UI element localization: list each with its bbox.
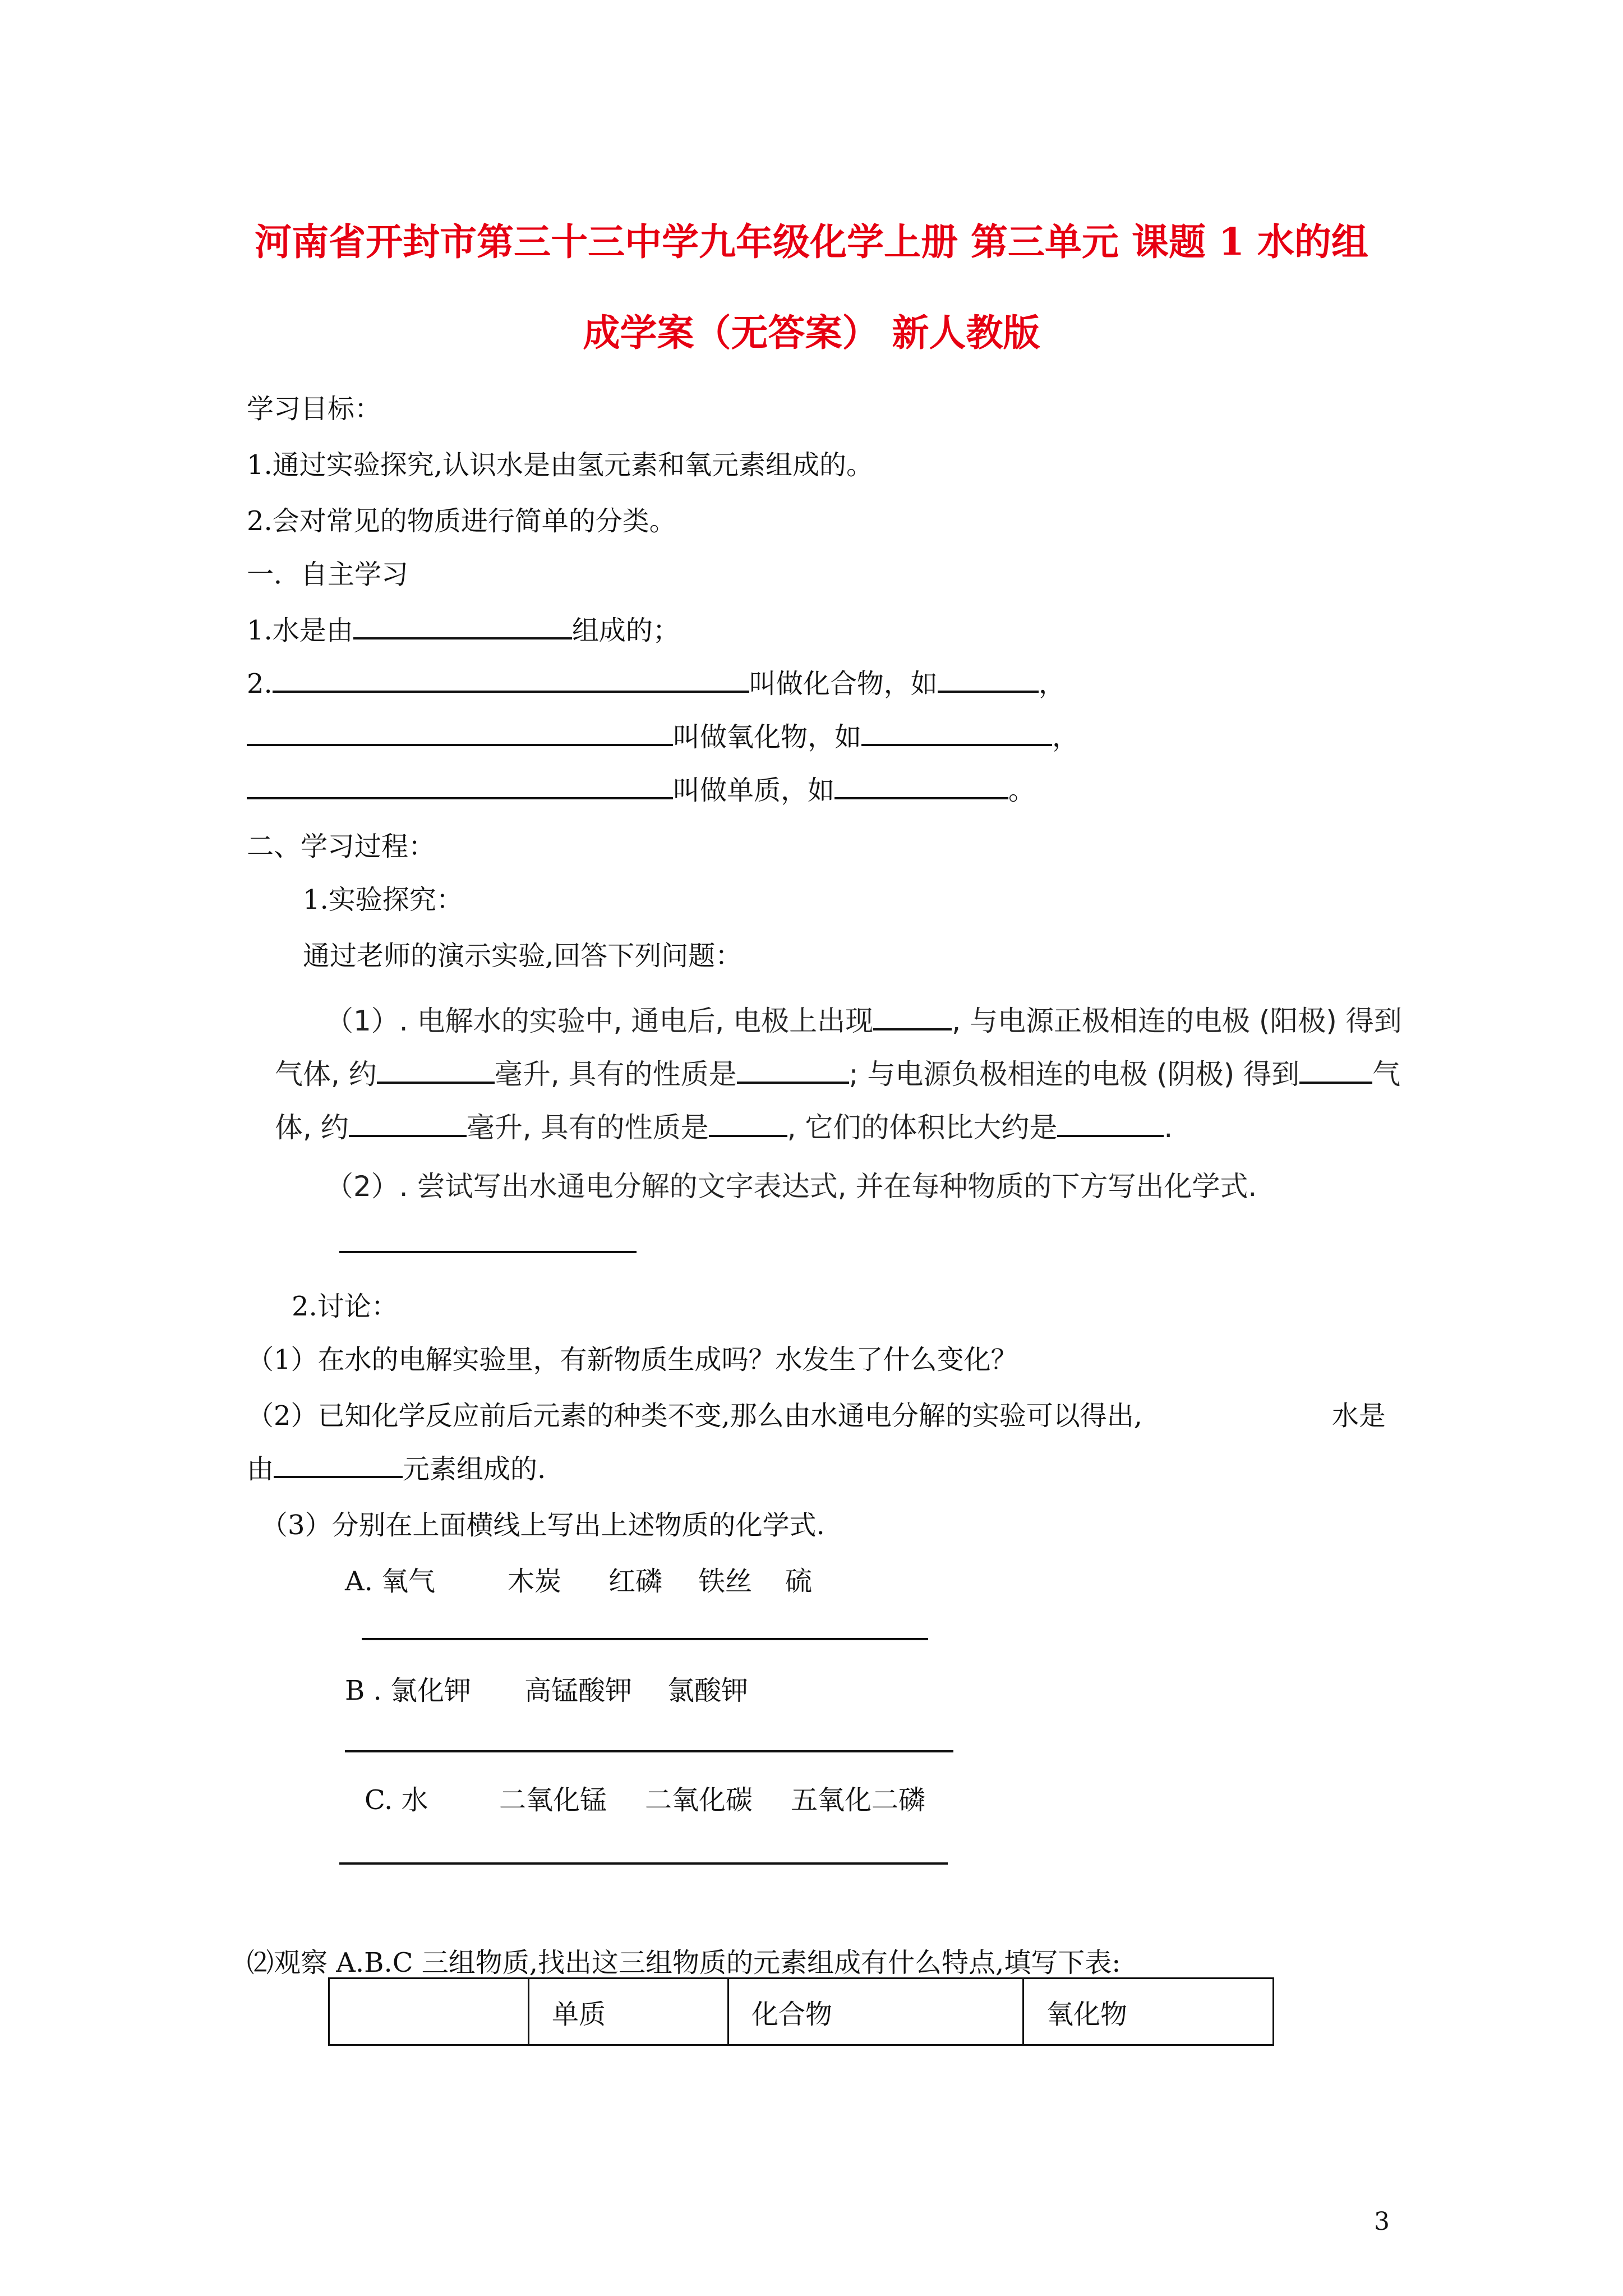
- experiment-q1-line-1: [325, 999, 1402, 1039]
- exp-cathode-volume-blank[interactable]: [349, 1110, 467, 1137]
- observation-prompt: ⑵观察 A.B.C 三组物质,找出这三组物质的元素组成有什么特点,填写下表:: [247, 1947, 1121, 1978]
- page-title-line-2: 成学案（无答案） 新人教版: [583, 311, 1040, 355]
- group-a-item-2: 木炭: [508, 1566, 562, 1597]
- question-2-line-b: [247, 715, 1079, 754]
- exp-q1-text-g: 体, 约: [275, 1111, 349, 1144]
- table-header-element: 单质: [529, 1978, 728, 2045]
- q2-element-example-blank[interactable]: [834, 772, 1008, 799]
- discussion-q3: （3）分别在上面横线上写出上述物质的化学式.: [261, 1510, 825, 1541]
- experiment-heading: 1.实验探究：: [303, 884, 463, 915]
- exp-q1-text-a: （1）. 电解水的实验中, 通电后, 电极上出现: [325, 1005, 874, 1037]
- q2-oxide-example-blank[interactable]: [861, 719, 1052, 746]
- group-a-item-5: 硫: [785, 1566, 813, 1597]
- exp-q1-text-e: ; 与电源负极相连的电极 (阴极) 得到: [849, 1058, 1300, 1091]
- exp-q1-text-h: 毫升, 具有的性质是: [466, 1111, 709, 1144]
- discussion-q2-tail: 水是: [1332, 1400, 1386, 1432]
- table-header-oxide: 氧化物: [1023, 1978, 1274, 2045]
- q1-suffix: 组成的；: [571, 615, 680, 646]
- q2-end-a: ，: [1038, 668, 1066, 700]
- discussion-q1: （1）在水的电解实验里，有新物质生成吗？水发生了什么变化？: [247, 1344, 1018, 1375]
- discussion-q2-line-1: [247, 1394, 1142, 1433]
- group-a-item-4: 铁丝: [698, 1566, 753, 1597]
- q2-compound-definition-blank[interactable]: [273, 666, 749, 693]
- exp-anode-volume-blank[interactable]: [377, 1057, 495, 1084]
- experiment-q2: （2）. 尝试写出水通电分解的文字表达式, 并在每种物质的下方写出化学式.: [325, 1170, 1257, 1203]
- group-c-item-2: 二氧化锰: [499, 1784, 607, 1816]
- group-a-item-3: 红磷: [608, 1566, 663, 1597]
- exp-q1-text-b: , 与电源正极相连的电极 (阳极) 得到: [952, 1005, 1402, 1037]
- group-c-item-1: C. 水: [365, 1784, 428, 1816]
- q2-element-definition-blank[interactable]: [247, 772, 673, 799]
- q2-compound-text: 叫做化合物，如: [749, 668, 938, 700]
- q2-oxide-definition-blank[interactable]: [247, 719, 673, 746]
- classification-table: [328, 1977, 1274, 2046]
- group-c-item-3: 二氧化碳: [645, 1784, 753, 1816]
- exp-volume-ratio-blank[interactable]: [1057, 1110, 1164, 1137]
- discussion-heading: 2.讨论：: [292, 1291, 398, 1322]
- experiment-q1-line-2: [275, 1052, 1400, 1092]
- experiment-intro: 通过老师的演示实验,回答下列问题：: [303, 940, 743, 972]
- discussion-q2-line-2: [247, 1447, 546, 1486]
- q2-end-c: 。: [1008, 775, 1036, 806]
- q2-element-text: 叫做单质，如: [673, 775, 835, 806]
- exp-q1-text-i: , 它们的体积比大约是: [787, 1111, 1058, 1144]
- exp-q1-text-c: 气体, 约: [275, 1058, 377, 1091]
- table-row: [329, 1978, 1274, 2045]
- discuss-q2-text-a: （2）已知化学反应前后元素的种类不变,那么由水通电分解的实验可以得出,: [247, 1400, 1143, 1432]
- discuss-q2-text-d: 元素组成的.: [403, 1453, 546, 1485]
- group-a-answer-line[interactable]: [362, 1638, 928, 1640]
- question-1: [247, 609, 680, 647]
- objective-2: 2.会对常见的物质进行简单的分类。: [247, 505, 676, 537]
- discuss-elements-blank[interactable]: [274, 1451, 403, 1478]
- exp-anode-property-blank[interactable]: [737, 1057, 849, 1084]
- discuss-q2-text-c: 由: [247, 1453, 274, 1485]
- experiment-q1-line-3: [275, 1105, 1173, 1145]
- question-2-line-c: [247, 769, 1035, 807]
- exp-cathode-gas-blank[interactable]: [1299, 1057, 1372, 1084]
- exp-electrode-phenomenon-blank[interactable]: [873, 1004, 952, 1030]
- group-c-item-4: 五氧化二磷: [791, 1784, 926, 1816]
- section-2-heading: 二、学习过程：: [247, 831, 436, 862]
- q2-compound-example-blank[interactable]: [938, 666, 1039, 693]
- table-header-blank: [329, 1978, 529, 2045]
- group-b-item-1: B . 氯化钾: [345, 1675, 472, 1706]
- question-2-line-a: [247, 662, 1066, 701]
- objective-1: 1.通过实验探究,认识水是由氢元素和氧元素组成的。: [247, 449, 874, 481]
- exp-q1-text-f: 气: [1372, 1058, 1401, 1091]
- experiment-q2-answer-line[interactable]: [339, 1251, 637, 1253]
- q2-oxide-text: 叫做氧化物，如: [673, 721, 862, 753]
- objectives-heading: 学习目标：: [247, 393, 382, 425]
- q2-end-b: ，: [1052, 721, 1080, 753]
- table-header-compound: 化合物: [728, 1978, 1023, 2045]
- q2-prefix: 2.: [247, 668, 273, 700]
- exp-cathode-property-blank[interactable]: [709, 1110, 787, 1137]
- page-title-line-1: 河南省开封市第三十三中学九年级化学上册 第三单元 课题 1 水的组: [255, 220, 1368, 264]
- page-number: 3: [1374, 2207, 1390, 2236]
- q1-prefix: 1.水是由: [247, 615, 353, 646]
- group-a-item-1: A. 氧气: [345, 1566, 436, 1597]
- q1-blank[interactable]: [353, 613, 572, 639]
- section-1-heading: 一．自主学习: [247, 559, 409, 590]
- group-b-answer-line[interactable]: [345, 1750, 953, 1752]
- group-b-item-2: 高锰酸钾: [524, 1675, 633, 1706]
- group-c-answer-line[interactable]: [339, 1862, 948, 1865]
- exp-q1-text-d: 毫升, 具有的性质是: [494, 1058, 737, 1091]
- group-b-item-3: 氯酸钾: [667, 1675, 749, 1706]
- exp-q1-text-j: .: [1164, 1111, 1173, 1144]
